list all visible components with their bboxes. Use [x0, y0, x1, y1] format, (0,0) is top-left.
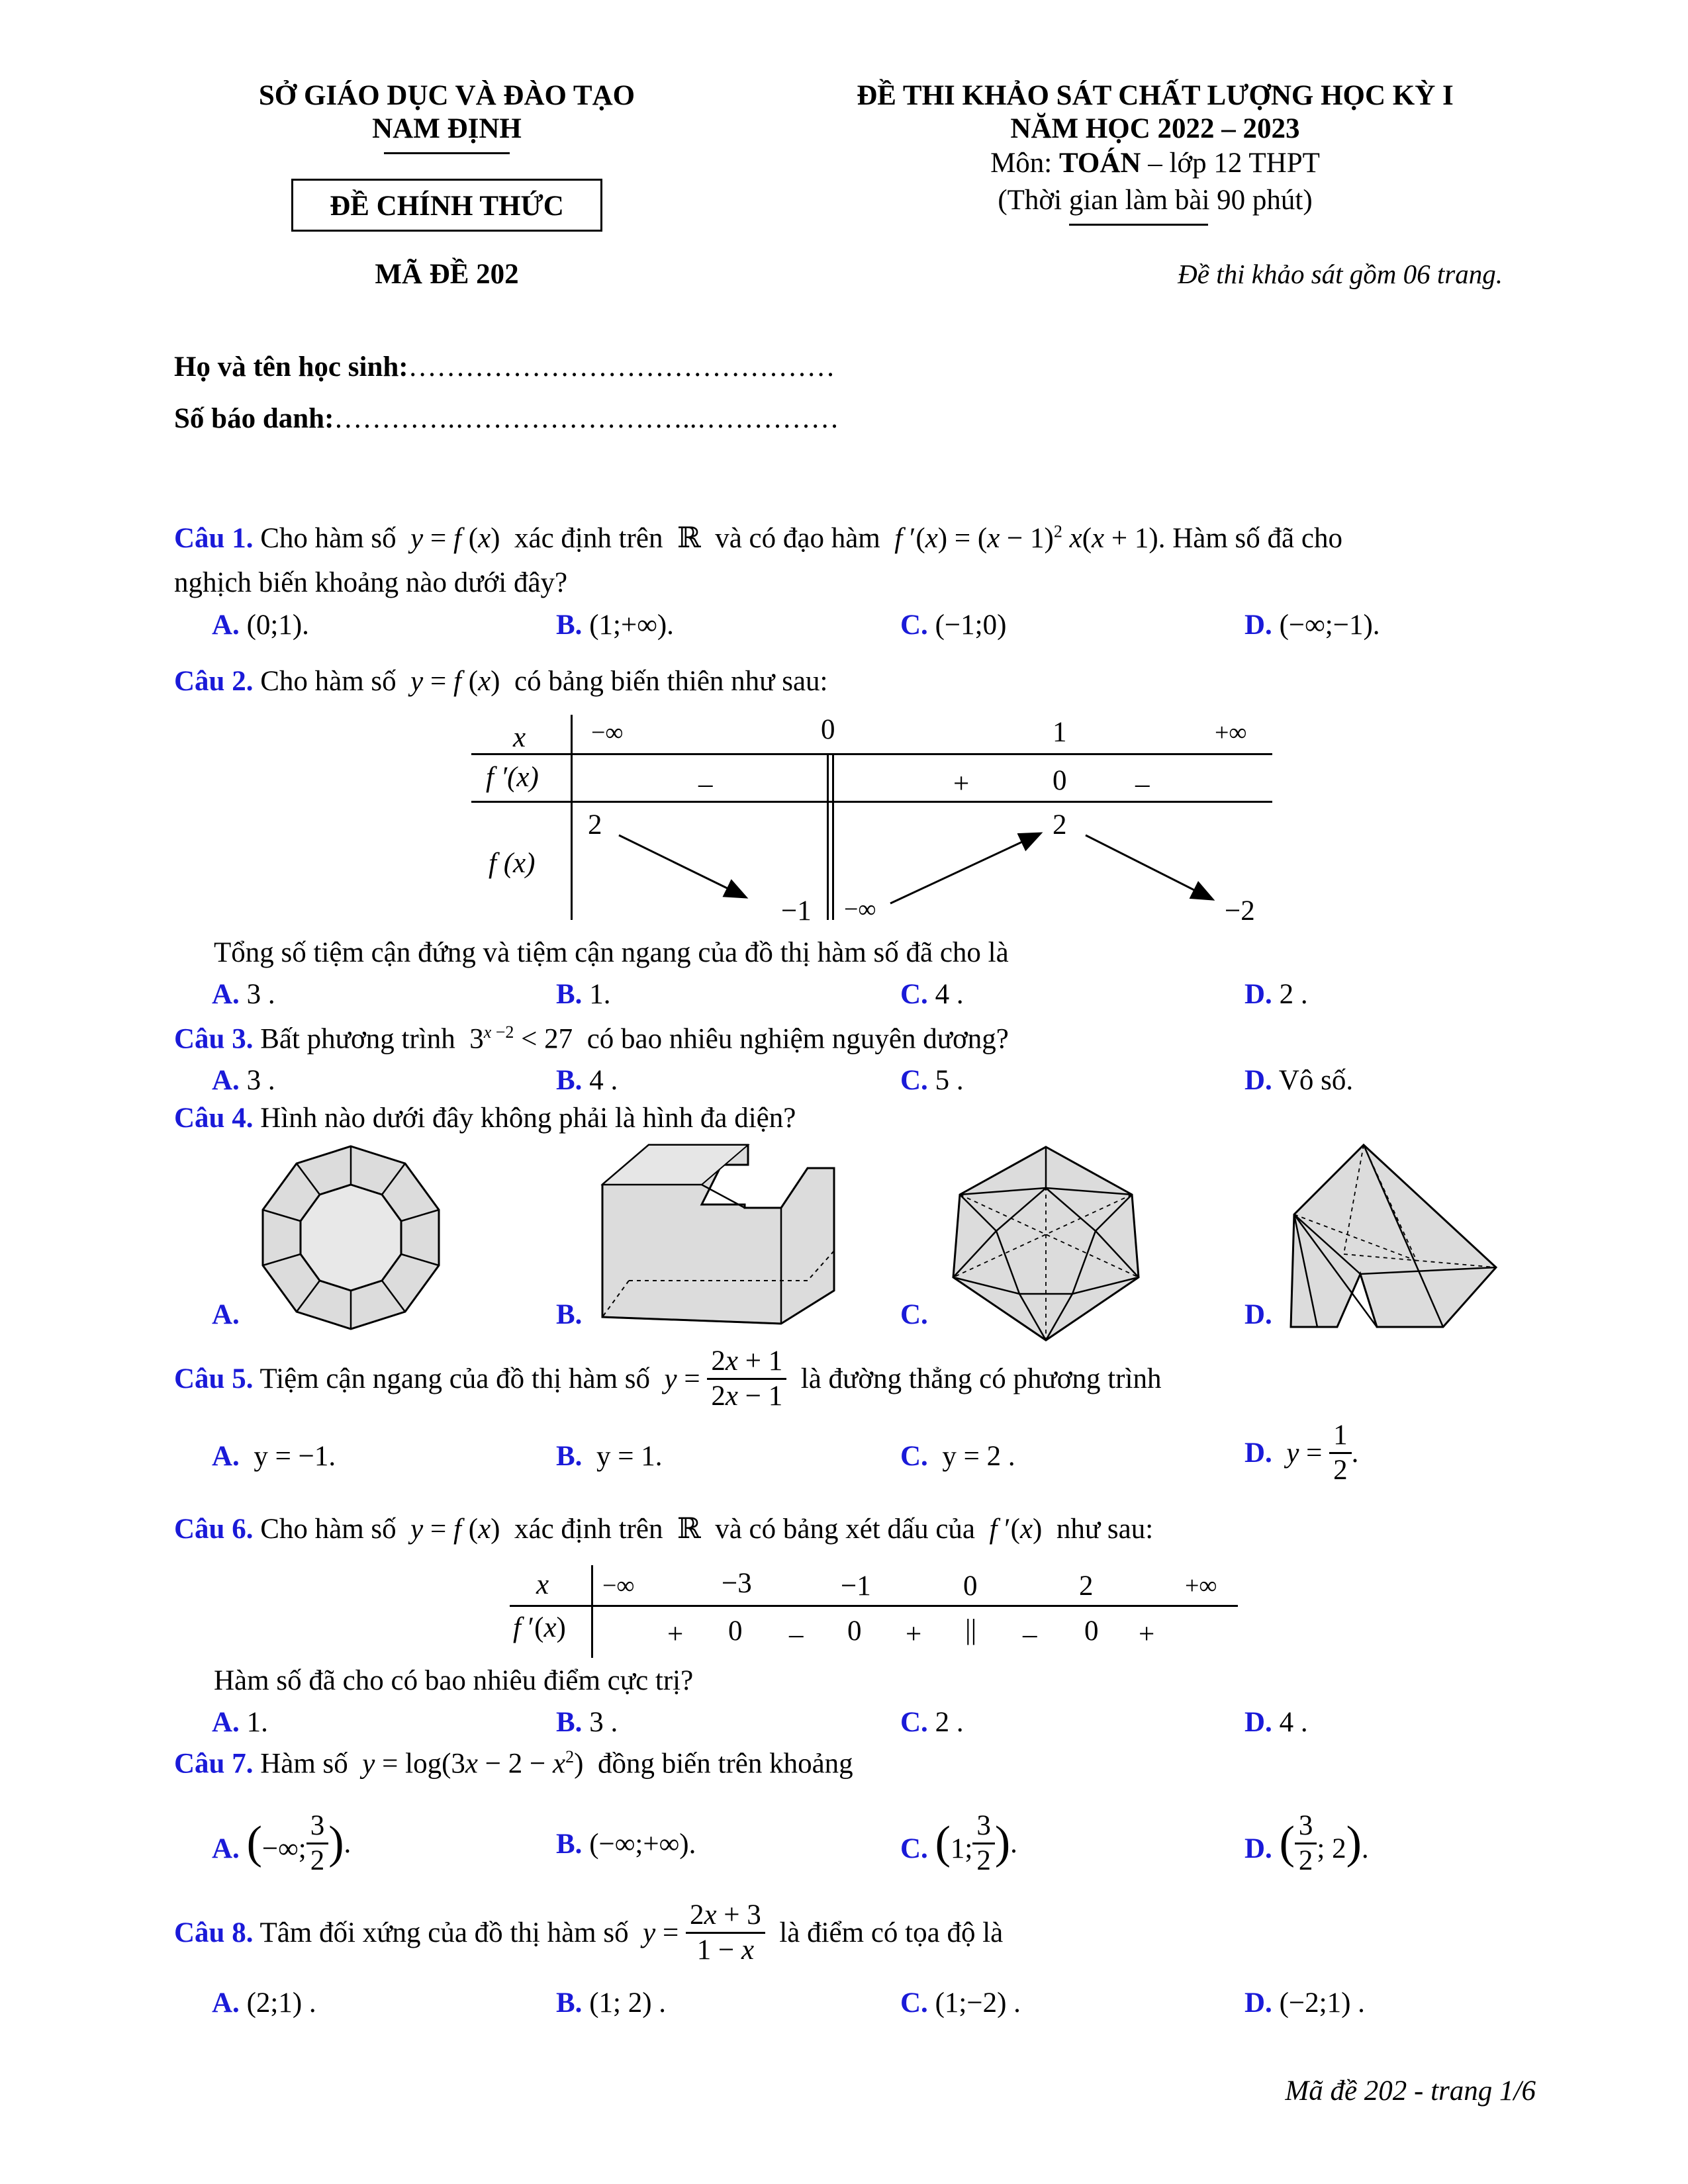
department-name: SỞ GIÁO DỤC VÀ ĐÀO TẠO	[258, 80, 635, 111]
q1-option-a[interactable]: A. (0;1).	[212, 610, 309, 641]
q2-option-b[interactable]: B. 1.	[556, 979, 611, 1010]
question-3: Câu 3. Bất phương trình $3^{x -2} < 27$ có bao nhiêu nghiệm nguyên dương?	[174, 1023, 1009, 1055]
q4-option-d[interactable]: D.	[1244, 1299, 1272, 1330]
question-1-line2: nghịch biến khoảng nào dưới đây?	[174, 567, 568, 598]
exam-duration: (Thời gian làm bài 90 phút)	[998, 185, 1313, 216]
question-2: Câu 2. Cho hàm số y = f (x) có bảng biến thiên như sau:	[174, 666, 828, 697]
q5-option-c[interactable]: C. y = 2 .	[900, 1441, 1015, 1472]
page-footer: Mã đề 202 - trang 1/6	[1285, 2075, 1536, 2107]
q3-option-a[interactable]: A. 3 .	[212, 1065, 275, 1096]
q4-option-b[interactable]: B.	[556, 1299, 583, 1330]
q1-option-d[interactable]: D. (−∞;−1).	[1244, 610, 1380, 641]
official-stamp-box: ĐỀ CHÍNH THỨC	[291, 179, 602, 232]
q3-option-d[interactable]: D. Vô số.	[1244, 1065, 1354, 1096]
q4-option-a[interactable]: A.	[212, 1299, 240, 1330]
q7-option-c[interactable]: C. (1; $\frac{3}{2}$ ) .	[900, 1810, 1017, 1876]
question-2-prompt: Tổng số tiệm cận đứng và tiệm cận ngang của đồ thị hàm số đã cho là	[214, 937, 1009, 968]
q8-option-c[interactable]: C. (1;−2) .	[900, 1987, 1021, 2019]
question-5: Câu 5. Tiệm cận ngang của đồ thị hàm số y = $\frac{2x + 1}{2x - 1}$ là đường thẳng có phương trình	[174, 1345, 1162, 1412]
q7-option-d[interactable]: D. ( $\frac{3}{2}$ ; 2).	[1244, 1810, 1369, 1876]
q2-option-c[interactable]: C. 4 .	[900, 979, 964, 1010]
variation-arrows	[0, 0, 1688, 927]
q5-option-b[interactable]: B. y = 1.	[556, 1441, 663, 1472]
q2-option-d[interactable]: D. 2 .	[1244, 979, 1308, 1010]
question-4: Câu 4. Hình nào dưới đây không phải là hình đa diện?	[174, 1103, 796, 1134]
q8-option-b[interactable]: B. (1; 2) .	[556, 1987, 667, 2019]
department-province: NAM ĐỊNH	[372, 113, 522, 144]
page-count-note: Đề thi khảo sát gồm 06 trang.	[1178, 259, 1503, 289]
q5-option-d[interactable]: D. y = $\frac{1}{2}$ .	[1244, 1420, 1359, 1486]
question-6: Câu 6. Cho hàm số y = f (x) xác định trên ℝ và có bảng xét dấu của f ′(x) như sau:	[174, 1512, 1154, 1545]
q3-option-b[interactable]: B. 4 .	[556, 1065, 618, 1096]
q1-option-c[interactable]: C. (−1;0)	[900, 610, 1007, 641]
question-8: Câu 8. Tâm đối xứng của đồ thị hàm số y = $\frac{2x + 3}{1 - x}$ là điểm có tọa độ là	[174, 1899, 1004, 1966]
question-7: Câu 7. Hàm số $y = \log(3x - 2 - x^2)$ đồng biến trên khoảng	[174, 1747, 853, 1780]
exam-code: MÃ ĐỀ 202	[375, 259, 519, 290]
figure-c-icosahedron	[940, 1142, 1152, 1347]
q6-option-d[interactable]: D. 4 .	[1244, 1707, 1308, 1738]
q8-option-a[interactable]: A. (2;1) .	[212, 1987, 316, 2019]
q3-option-c[interactable]: C. 5 .	[900, 1065, 964, 1096]
q8-option-d[interactable]: D. (−2;1) .	[1244, 1987, 1365, 2019]
school-year: NĂM HỌC 2022 – 2023	[1010, 113, 1300, 144]
q4-option-c[interactable]: C.	[900, 1299, 928, 1330]
q1-option-b[interactable]: B. (1;+∞).	[556, 610, 674, 641]
q7-option-b[interactable]: B. (−∞;+∞).	[556, 1829, 696, 1860]
q6-option-a[interactable]: A. 1.	[212, 1707, 268, 1738]
exam-title: ĐỀ THI KHẢO SÁT CHẤT LƯỢNG HỌC KỲ I	[857, 80, 1454, 111]
figure-d-pyramids	[1284, 1142, 1503, 1334]
q7-option-a[interactable]: A. (−∞; $\frac{3}{2}$ ) .	[212, 1810, 352, 1876]
question-1: Câu 1. Cho hàm số y = f (x) xác định trên ℝ và có đạo hàm f $'(x) = (x - 1)^2$ x(x + 1). Hàm số đã cho	[174, 522, 1342, 555]
figure-b-notched-block	[589, 1138, 841, 1330]
q5-option-a[interactable]: A. y = −1.	[212, 1441, 336, 1472]
student-name-line[interactable]: Họ và tên học sinh:………………………………………	[174, 351, 835, 383]
student-id-line[interactable]: Số báo danh:………….……………………..……………	[174, 403, 839, 434]
q6-option-b[interactable]: B. 3 .	[556, 1707, 618, 1738]
question-6-prompt: Hàm số đã cho có bao nhiêu điểm cực trị?	[214, 1665, 694, 1696]
subject-line: Môn: TOÁN – lớp 12 THPT	[990, 148, 1320, 179]
q6-option-c[interactable]: C. 2 .	[900, 1707, 964, 1738]
figure-a-decagon-ring	[252, 1138, 450, 1337]
q2-option-a[interactable]: A. 3 .	[212, 979, 275, 1010]
